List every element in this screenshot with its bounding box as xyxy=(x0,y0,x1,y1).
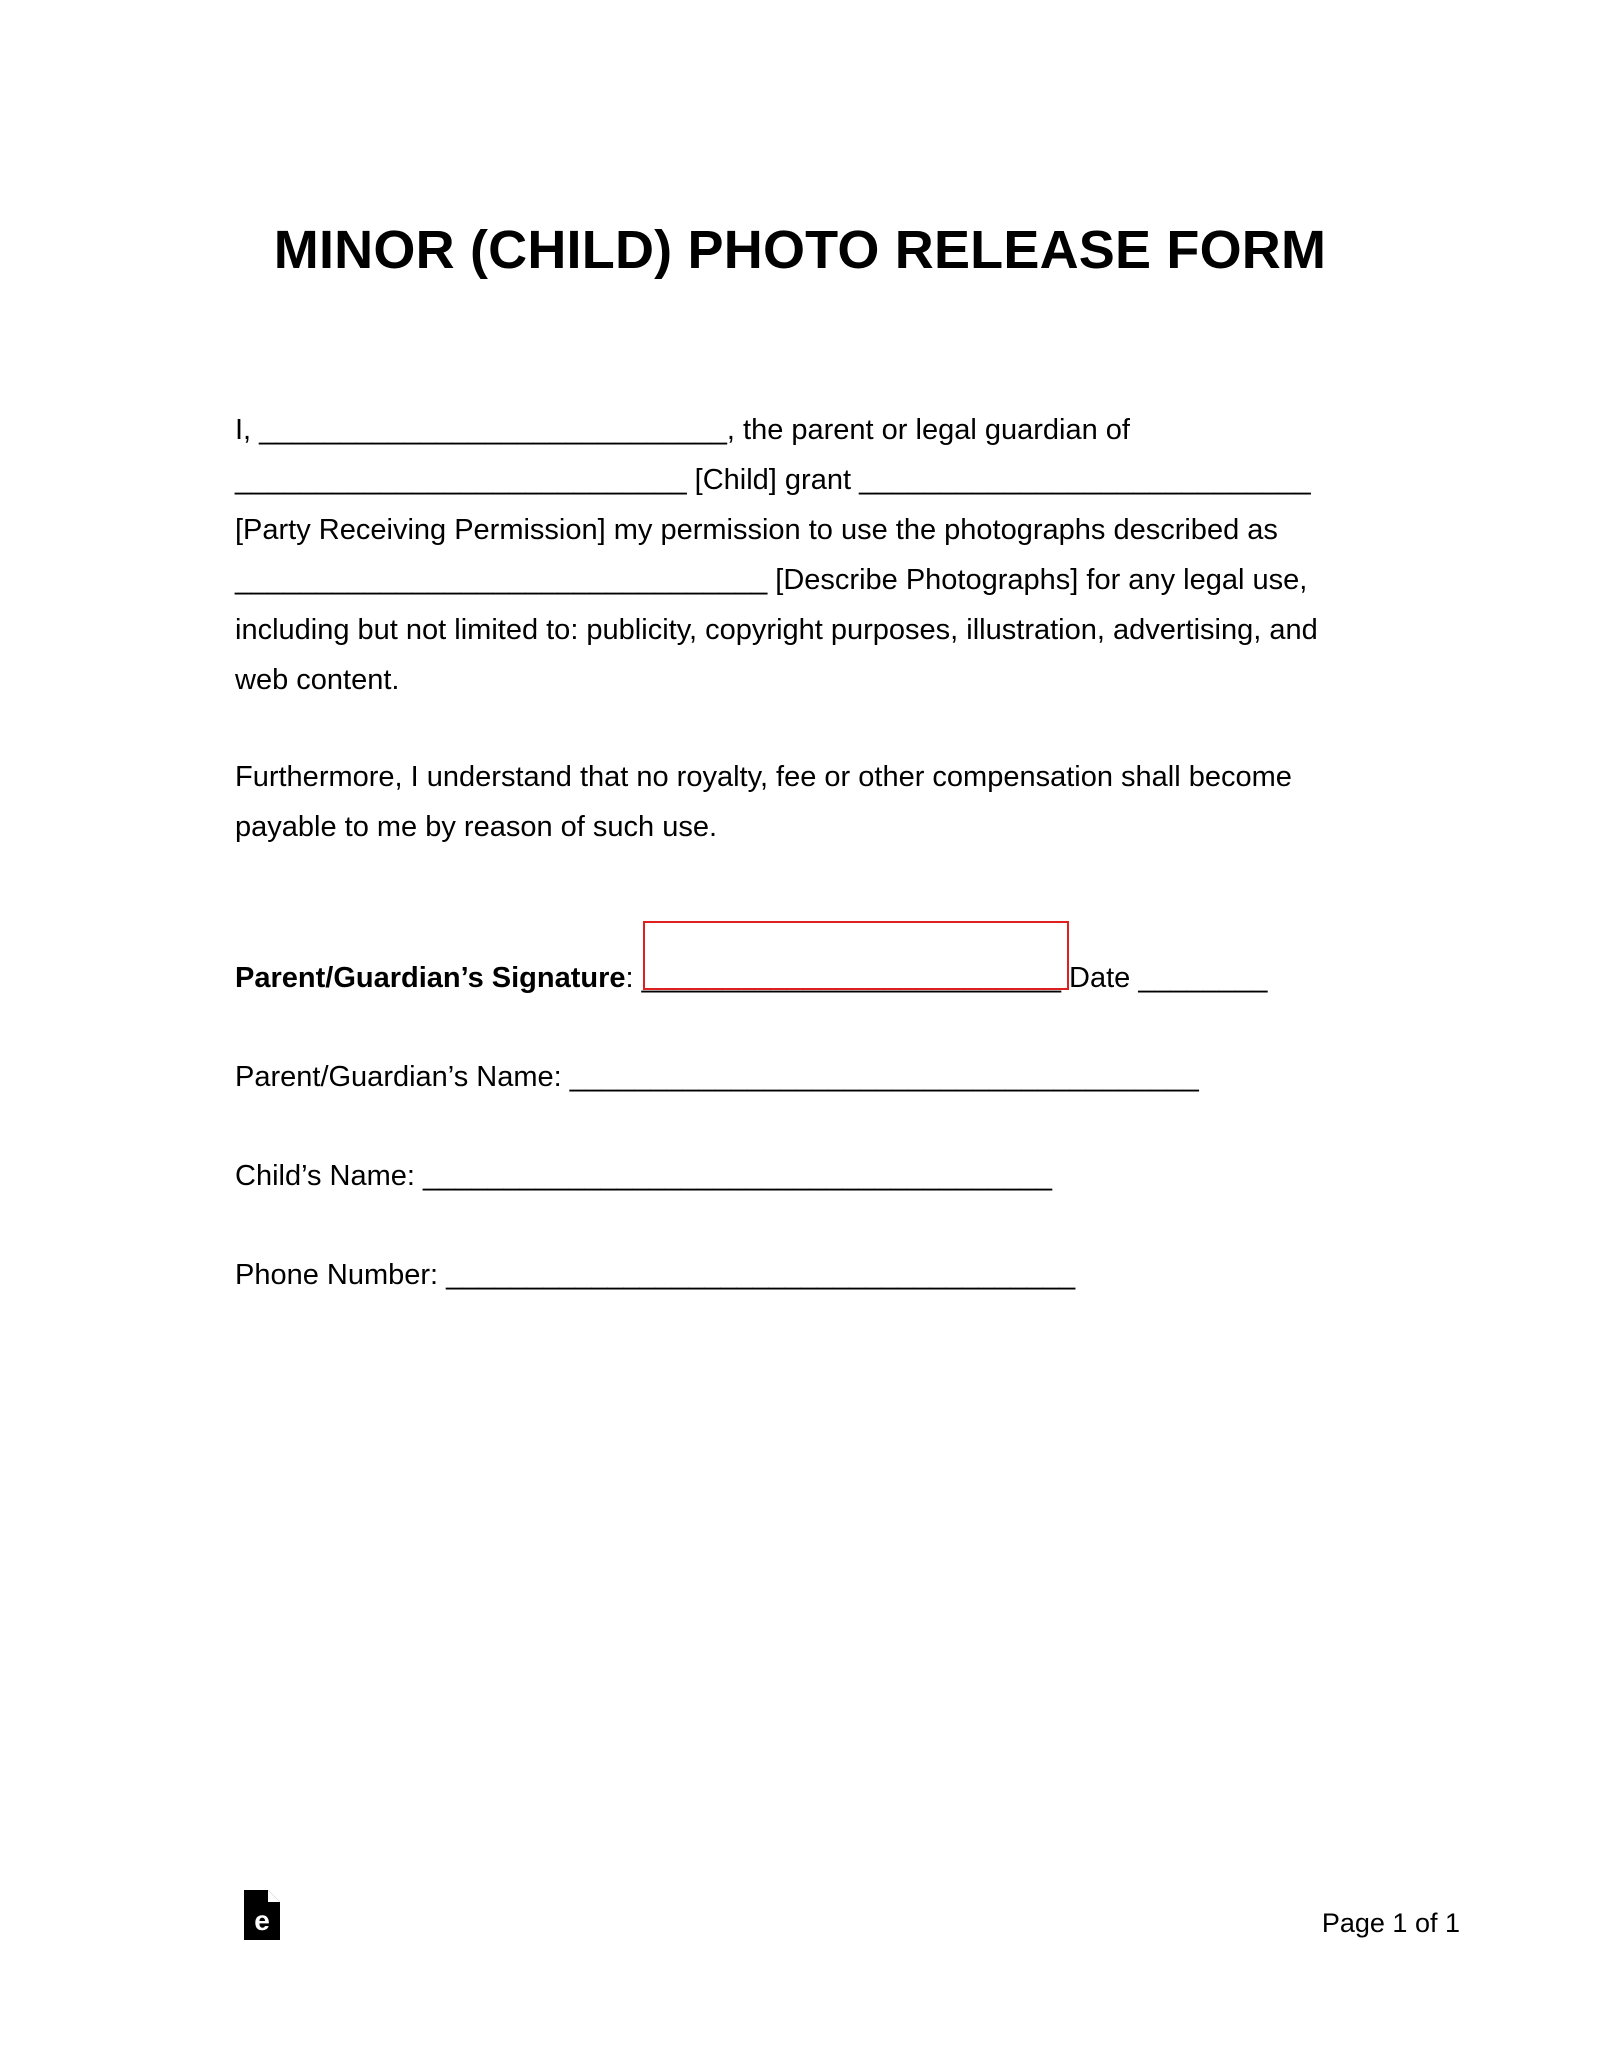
phone-number-field[interactable]: Phone Number: _______________________________________ xyxy=(235,1259,1076,1291)
child-name-field[interactable]: Child’s Name: _______________________________________ xyxy=(235,1160,1053,1192)
signature-field[interactable]: __________________________ xyxy=(633,962,1070,994)
date-field[interactable]: Date ________ xyxy=(1069,962,1268,994)
paragraph-line: I, _____________________________, the parent or legal guardian of xyxy=(235,414,1130,446)
permission-paragraph xyxy=(235,405,1365,705)
paragraph-line: payable to me by reason of such use. xyxy=(235,811,718,843)
compensation-paragraph xyxy=(235,752,1365,852)
paragraph-line: ____________________________ [Child] grant ____________________________ xyxy=(235,464,1311,496)
page-number: Page 1 of 1 xyxy=(1321,1908,1460,1938)
paragraph-line: [Party Receiving Permission] my permission to use the photographs described as xyxy=(235,514,1278,546)
paragraph-line: web content. xyxy=(235,664,400,696)
parent-name-field[interactable]: Parent/Guardian’s Name: _______________________________________ xyxy=(235,1061,1199,1093)
paragraph-line: _________________________________ [Describe Photographs] for any legal use, xyxy=(235,564,1308,596)
signature-highlight-box[interactable] xyxy=(643,921,1069,990)
paragraph-line: including but not limited to: publicity, copyright purposes, illustration, advertising, and xyxy=(235,614,1318,646)
svg-text:e: e xyxy=(254,1905,270,1936)
signature-separator: : xyxy=(625,962,634,994)
eforms-logo-icon xyxy=(244,1890,280,1940)
paragraph-line: Furthermore, I understand that no royalty, fee or other compensation shall become xyxy=(235,761,1292,793)
signature-label: Parent/Guardian’s Signature xyxy=(235,962,626,994)
document-title: MINOR (CHILD) PHOTO RELEASE FORM xyxy=(273,220,1327,280)
